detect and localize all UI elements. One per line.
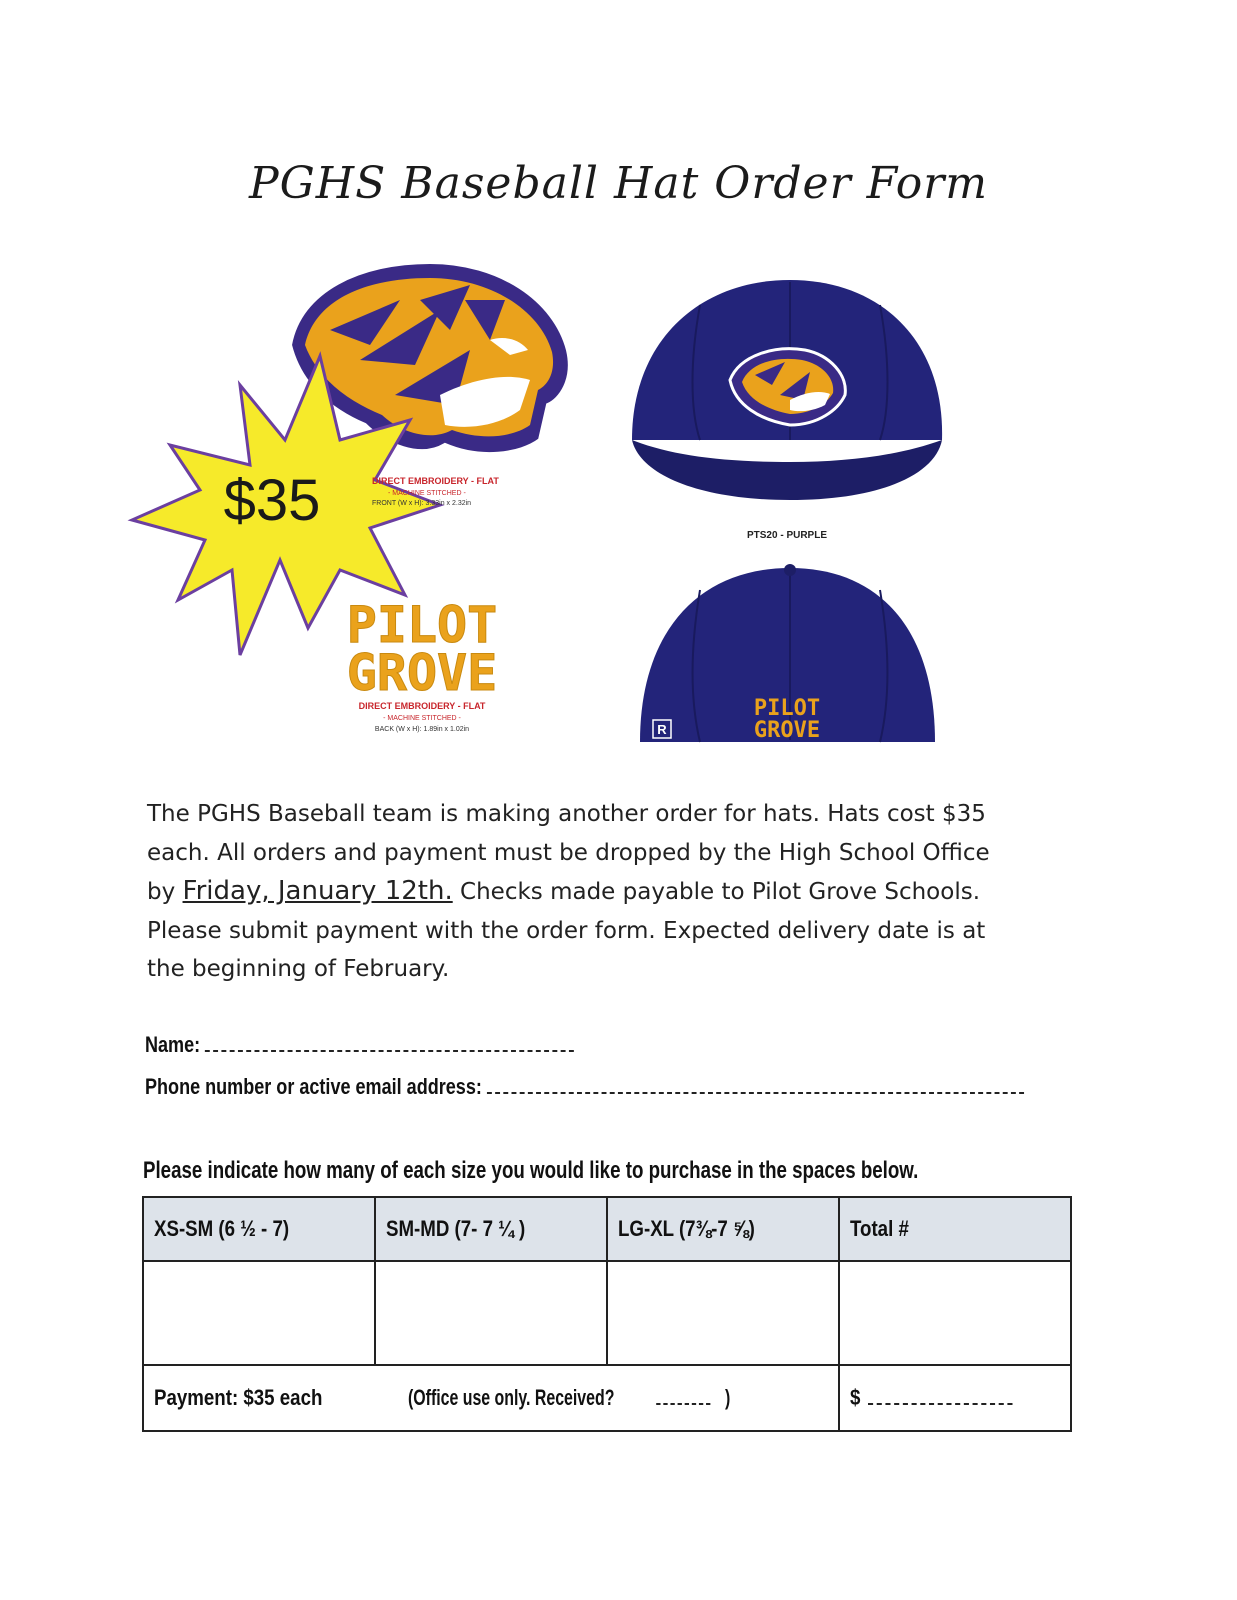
cap-label: PTS20 - PURPLE [746, 530, 828, 541]
cell-sm-md-qty[interactable] [375, 1261, 607, 1365]
payment-amount-cell[interactable] [839, 1365, 1071, 1431]
price-text: $35 [223, 468, 321, 533]
office-use [408, 1385, 731, 1411]
payment-label: Payment: $35 each [154, 1385, 323, 1410]
payment-cell [143, 1365, 839, 1431]
name-field[interactable] [145, 1032, 574, 1058]
back-note-1: DIRECT EMBROIDERY - FLAT [358, 701, 486, 711]
header-total: Total # [839, 1197, 1071, 1261]
size-table [142, 1196, 1072, 1432]
back-note-2: - MACHINE STITCHED - [383, 715, 461, 722]
cap-back-text-1: PILOT [753, 696, 821, 721]
cell-lg-xl-qty[interactable] [607, 1261, 839, 1365]
name-blank[interactable] [205, 1034, 574, 1052]
front-note-2: - MACHINE STITCHED - [388, 490, 466, 497]
contact-blank[interactable] [487, 1076, 1024, 1094]
dollar-sign: $ [850, 1385, 861, 1410]
para-line-3-rest: Checks made payable to Pilot Grove Schools. [460, 879, 981, 905]
size-entry-row [143, 1261, 1071, 1365]
para-line-4: Please submit payment with the order form. Expected delivery date is at [147, 917, 986, 944]
front-note-1: DIRECT EMBROIDERY - FLAT [372, 476, 499, 486]
back-note-3: BACK (W x H): 1.89in x 1.02in [374, 726, 470, 733]
para-line-5: the beginning of February. [147, 956, 450, 982]
header-lg-xl: LG-XL (7⅜-7 ⅝) [607, 1197, 839, 1261]
back-text-1: PILOT [346, 596, 498, 654]
cap-front [632, 280, 942, 500]
para-line-1: The PGHS Baseball team is making another order for hats. Hats cost $35 [147, 801, 986, 827]
header-sm-md: SM-MD (7- 7 ¼ ) [375, 1197, 607, 1261]
front-note-3: FRONT (W x H): 3.33in x 2.32in [372, 500, 472, 507]
hat-artwork [0, 0, 1237, 780]
contact-field[interactable] [145, 1074, 1024, 1100]
para-line-2: each. All orders and payment must be dropped by the High School Office [147, 839, 990, 866]
office-label: (Office use only. Received? [408, 1385, 615, 1410]
office-received-blank[interactable] [656, 1389, 710, 1405]
para-by: by [147, 879, 176, 905]
para-line-3 [147, 872, 1077, 912]
cell-xs-sm-qty[interactable] [143, 1261, 375, 1365]
cap-back-text-2: GROVE [753, 718, 821, 743]
size-header-row [143, 1197, 1071, 1261]
payment-row [143, 1365, 1071, 1431]
brand-mark: R [657, 722, 667, 737]
cell-total-qty[interactable] [839, 1261, 1071, 1365]
back-text-2: GROVE [346, 644, 498, 702]
header-xs-sm: XS-SM (6 ½ - 7) [143, 1197, 375, 1261]
deadline-date: Friday, January 12th. [182, 876, 453, 906]
size-instructions: Please indicate how many of each size you would like to purchase in the spaces below. [143, 1157, 919, 1184]
name-label: Name: [145, 1032, 201, 1057]
contact-label: Phone number or active email address: [145, 1074, 482, 1099]
amount-blank[interactable] [868, 1389, 1013, 1405]
page-title: PGHS Baseball Hat Order Form [249, 158, 988, 209]
office-close: ) [725, 1385, 731, 1410]
info-paragraph [147, 795, 1077, 989]
